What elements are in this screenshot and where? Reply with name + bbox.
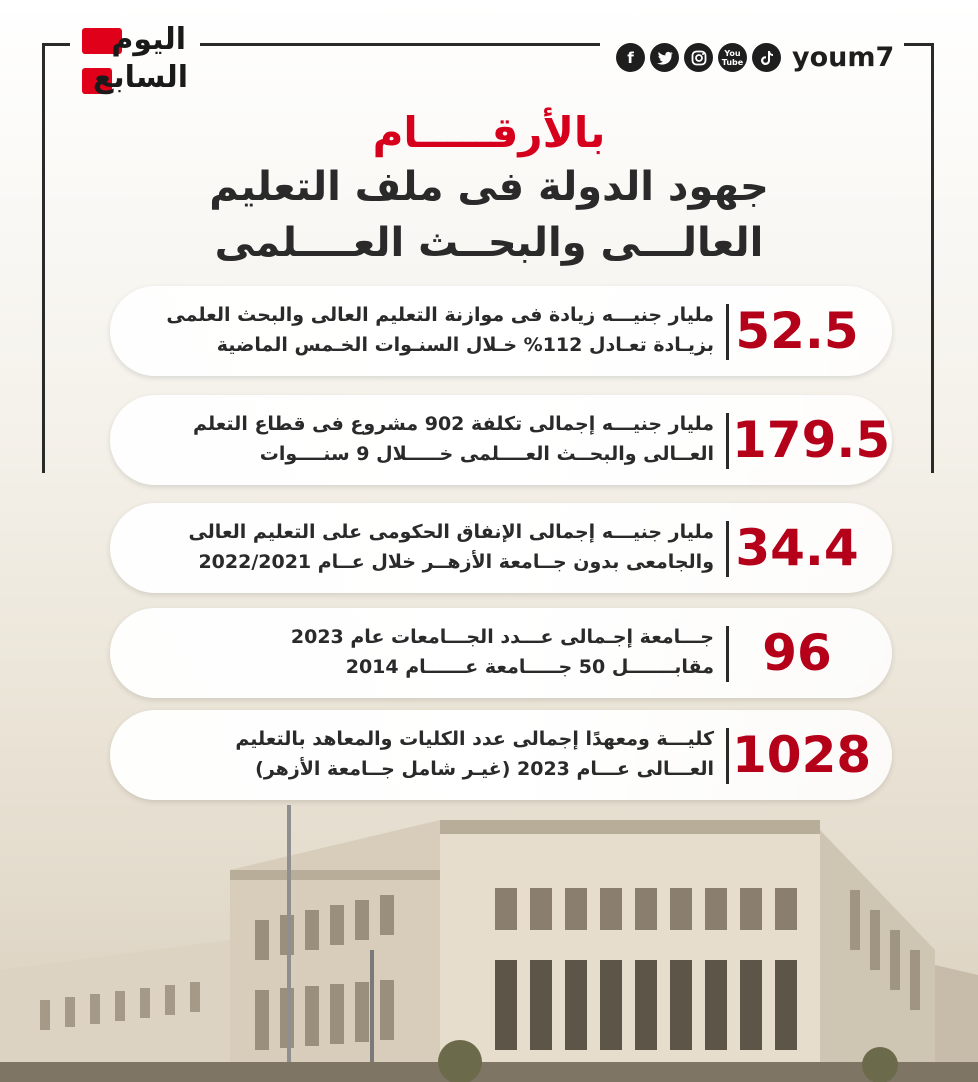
- ministry-building-image: [0, 800, 978, 1082]
- fact-line2: العــالى والبحــث العــــلمى خـــــلال 9 سنــــوات: [259, 443, 714, 465]
- fact-line2: مقابـــــــل 50 جـــــامعة عــــــام 2014: [345, 656, 714, 678]
- headline-line3: العالـــى والبحــث العــــلمى: [214, 220, 764, 266]
- fact-text: [114, 517, 714, 577]
- facebook-icon[interactable]: f: [616, 43, 645, 72]
- fact-text: [114, 724, 714, 784]
- headline-line1: بالأرقـــــام: [372, 108, 606, 157]
- fact-line1: مليار جنيـــه إجمالى الإنفاق الحكومى على التعليم العالى: [188, 521, 714, 543]
- fact-number: 52.5: [735, 302, 859, 360]
- fact-number: 1028: [732, 726, 872, 784]
- fact-separator: [726, 304, 729, 360]
- logo-line1: اليوم: [111, 22, 186, 57]
- fact-text: [114, 409, 714, 469]
- tiktok-icon[interactable]: [752, 43, 781, 72]
- youtube-label: You Tube: [721, 48, 744, 67]
- fact-line2: والجامعى بدون جــامعة الأزهــر خلال عــام 2022/2021: [198, 551, 714, 573]
- twitter-icon[interactable]: [650, 43, 679, 72]
- frame-top-middle: [200, 43, 600, 46]
- social-bar: [616, 42, 894, 73]
- fact-line2: بزيـادة تعـادل 112% خـلال السنـوات الخـمس الماضية: [216, 334, 714, 356]
- fact-card: [110, 710, 892, 800]
- fact-number: 179.5: [732, 411, 891, 469]
- youm7-logo: [80, 20, 192, 100]
- fact-line1: جـــامعة إجـمالى عـــدد الجـــامعات عام 2023: [290, 626, 714, 648]
- logo-line2: السابع: [92, 60, 188, 95]
- frame-top-left: [42, 43, 70, 46]
- fact-line1: كليـــة ومعهدًا إجمالى عدد الكليات والمعاهد بالتعليم: [235, 728, 714, 750]
- fact-line2: العـــالى عـــام 2023 (غيـر شامل جــامعة الأزهر): [255, 758, 714, 780]
- headline-line2: جهود الدولة فى ملف التعليم: [209, 164, 769, 210]
- fact-card: [110, 286, 892, 376]
- fact-separator: [726, 728, 729, 784]
- fact-text: [114, 300, 714, 360]
- youtube-icon[interactable]: [718, 43, 747, 72]
- fact-line1: مليار جنيـــه إجمالى تكلفة 902 مشروع فى قطاع التعلم: [193, 413, 714, 435]
- instagram-icon[interactable]: [684, 43, 713, 72]
- fact-text: [114, 622, 714, 682]
- fact-number: 34.4: [735, 519, 859, 577]
- fact-card: [110, 608, 892, 698]
- fact-number: 96: [762, 624, 832, 682]
- fact-card: [110, 395, 892, 485]
- fact-line1: مليار جنيـــه زيادة فى موازنة التعليم العالى والبحث العلمى: [166, 304, 714, 326]
- frame-top-right: [904, 43, 934, 46]
- fact-separator: [726, 413, 729, 469]
- fact-separator: [726, 626, 729, 682]
- fact-separator: [726, 521, 729, 577]
- brand-name: youm7: [792, 42, 895, 73]
- fact-card: [110, 503, 892, 593]
